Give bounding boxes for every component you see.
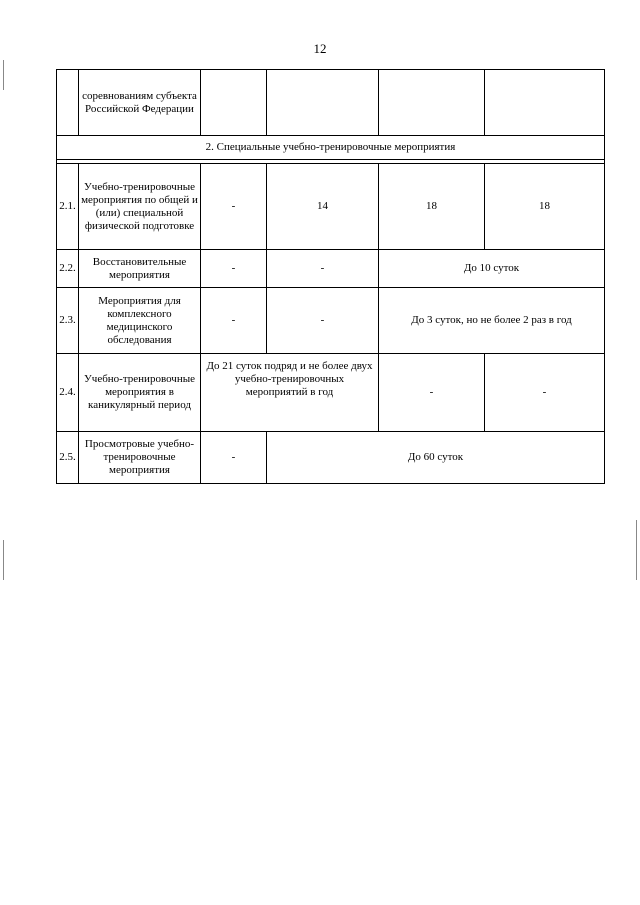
cell-value: - bbox=[267, 288, 379, 354]
section-header: 2. Специальные учебно-тренировочные мероприятия bbox=[57, 136, 605, 160]
table-row bbox=[57, 250, 605, 288]
cell-value: - bbox=[267, 250, 379, 288]
cell-value: - bbox=[201, 288, 267, 354]
cell-event-name: соревнованиям субъекта Российской Федерации bbox=[79, 70, 201, 136]
cell-value-span: До 3 суток, но не более 2 раз в год bbox=[379, 288, 605, 354]
cell-empty bbox=[485, 70, 605, 136]
scan-edge-mark bbox=[636, 520, 637, 580]
cell-value: 18 bbox=[379, 164, 485, 250]
cell-value-span: До 10 суток bbox=[379, 250, 605, 288]
cell-event-name: Учебно-тренировочные мероприятия в каникулярный период bbox=[79, 354, 201, 432]
cell-value-span: До 21 суток подряд и не более двух учебно-тренировочных мероприятий в год bbox=[201, 354, 379, 432]
cell-event-name: Просмотровые учебно-тренировочные мероприятия bbox=[79, 432, 201, 484]
training-events-table bbox=[56, 69, 605, 484]
scan-edge-mark bbox=[3, 60, 4, 90]
table-row bbox=[57, 354, 605, 432]
cell-empty bbox=[379, 70, 485, 136]
cell-num: 2.1. bbox=[57, 164, 79, 250]
table-row bbox=[57, 432, 605, 484]
cell-num: 2.3. bbox=[57, 288, 79, 354]
table-row-continuation bbox=[57, 70, 605, 136]
cell-empty bbox=[201, 70, 267, 136]
cell-num: 2.4. bbox=[57, 354, 79, 432]
cell-value-span: До 60 суток bbox=[267, 432, 605, 484]
cell-empty bbox=[267, 70, 379, 136]
cell-value: - bbox=[485, 354, 605, 432]
cell-value: - bbox=[201, 164, 267, 250]
cell-value: 14 bbox=[267, 164, 379, 250]
cell-value: 18 bbox=[485, 164, 605, 250]
cell-num: 2.2. bbox=[57, 250, 79, 288]
cell-num-empty bbox=[57, 70, 79, 136]
page-number: 12 bbox=[313, 41, 327, 56]
cell-value: - bbox=[379, 354, 485, 432]
table-row bbox=[57, 288, 605, 354]
section-header-row bbox=[57, 136, 605, 160]
cell-num: 2.5. bbox=[57, 432, 79, 484]
scan-edge-mark bbox=[3, 540, 4, 580]
cell-value: - bbox=[201, 250, 267, 288]
cell-event-name: Учебно-тренировочные мероприятия по общей и (или) специальной физической подготовке bbox=[79, 164, 201, 250]
cell-event-name: Восстановительные мероприятия bbox=[79, 250, 201, 288]
table-row bbox=[57, 164, 605, 250]
cell-event-name: Мероприятия для комплексного медицинского обследования bbox=[79, 288, 201, 354]
cell-value: - bbox=[201, 432, 267, 484]
